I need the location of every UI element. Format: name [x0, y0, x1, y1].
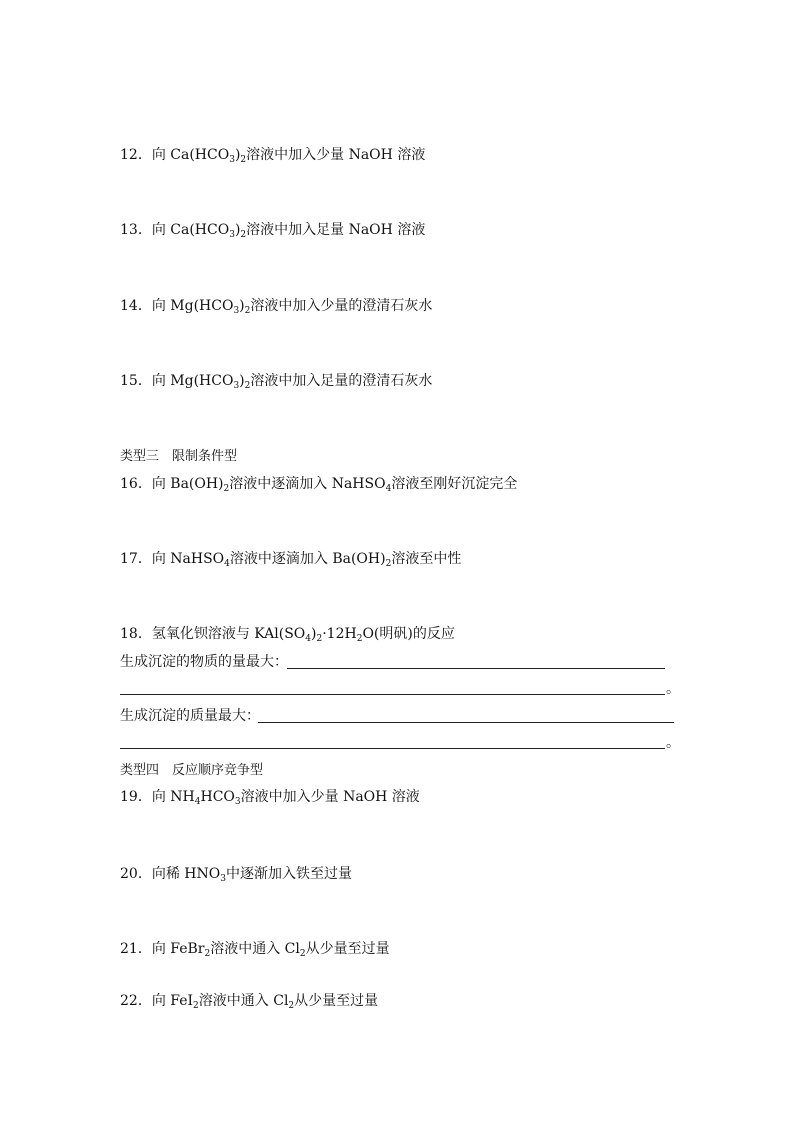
question-21: 21．向 FeBr$_2$溶液中通入 $Cl_2$从少量至过量 [120, 941, 390, 959]
answer-blank-line[interactable] [120, 694, 665, 695]
max-moles-label: 生成沉淀的物质的量最大： [120, 654, 288, 670]
question-number: 13． [120, 222, 152, 238]
period-mark: 。 [666, 735, 680, 751]
answer-blank-line[interactable] [120, 748, 665, 749]
question-16: 16．向 $Ba(OH)_2$溶液中逐滴加入 NaHSO$_4$溶液至刚好沉淀完全 [120, 476, 518, 494]
question-number: 22． [120, 993, 152, 1009]
question-number: 21． [120, 941, 152, 957]
question-number: 14． [120, 298, 152, 314]
question-17: 17．向 NaHSO$_4$溶液中逐滴加入 $Ba(OH)_2$溶液至中性 [120, 551, 462, 569]
answer-blank-line[interactable] [258, 722, 674, 723]
question-number: 12． [120, 147, 152, 163]
period-mark: 。 [666, 681, 680, 697]
question-14: 14．向 $Mg(HCO_3)_2$溶液中加入少量的澄清石灰水 [120, 298, 433, 316]
question-number: 15． [120, 373, 152, 389]
question-number: 17． [120, 551, 152, 567]
section-heading-type4: 类型四 反应顺序竞争型 [120, 763, 264, 778]
answer-blank-line[interactable] [287, 668, 665, 669]
question-12: 12．向 $Ca(HCO_3)_2$溶液中加入少量 NaOH 溶液 [120, 147, 426, 165]
question-19: 19．向 $NH_4HCO_3$溶液中加入少量 NaOH 溶液 [120, 789, 420, 807]
question-number: 16． [120, 476, 152, 492]
question-13: 13．向 $Ca(HCO_3)_2$溶液中加入足量 NaOH 溶液 [120, 222, 426, 240]
question-22: 22．向 FeI$_2$溶液中通入 $Cl_2$从少量至过量 [120, 993, 379, 1011]
question-number: 20． [120, 866, 152, 882]
question-number: 18． [120, 626, 152, 642]
max-mass-label: 生成沉淀的质量最大： [120, 708, 260, 724]
question-18: 18．氢氧化钡溶液与 $KAl(SO_4)_2\cdot 12H_2O$(明矾)的反应 [120, 626, 455, 644]
question-number: 19． [120, 789, 152, 805]
question-20: 20．向稀 $HNO_3$中逐渐加入铁至过量 [120, 866, 352, 884]
question-15: 15．向 $Mg(HCO_3)_2$溶液中加入足量的澄清石灰水 [120, 373, 433, 391]
section-heading-type3: 类型三 限制条件型 [120, 449, 238, 464]
